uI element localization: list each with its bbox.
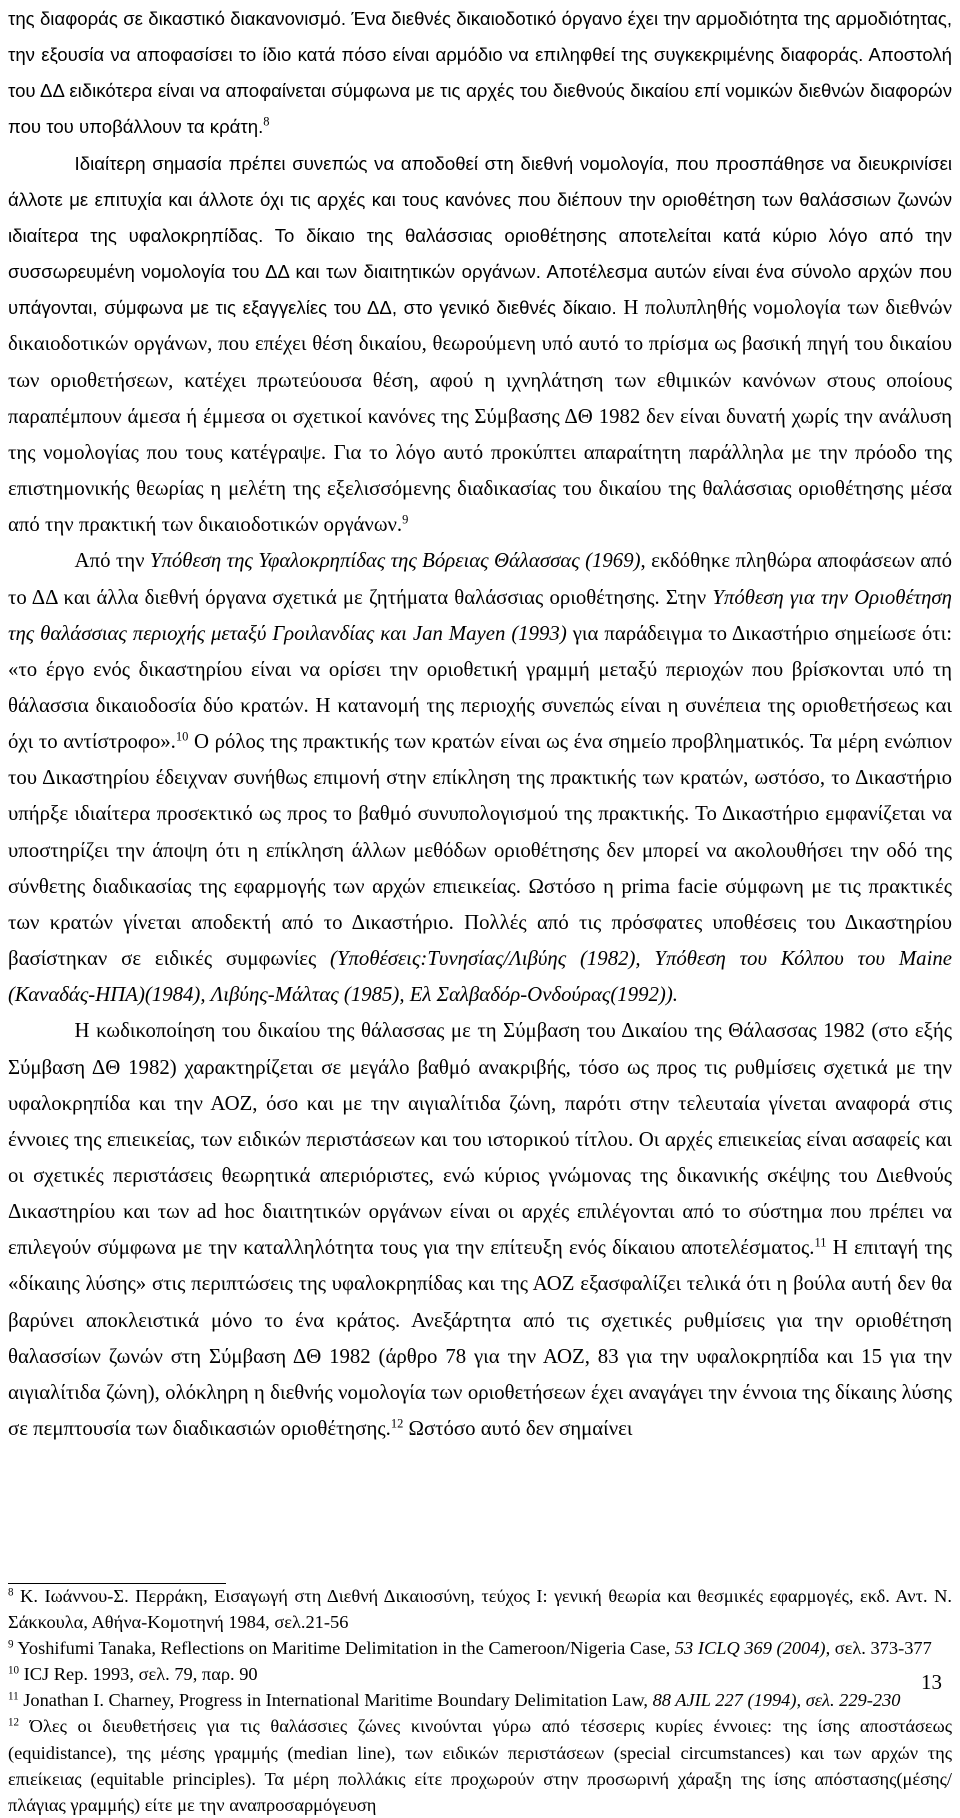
footnote-ref: 12 <box>390 1416 404 1431</box>
paragraph-text: Η επιταγή της «δίκαιης λύσης» στις περιπτώσεις της υφαλοκρηπίδας και της ΑΟΖ εξασφαλίζει τελικά ότι η βούλα αυτή δεν θα βαρύνει αποκλειστικά μόνο το ένα κράτος. Ανεξάρτητα από τις σχετικές ρυθμίσεις για την οριοθέτηση θαλασσίων ζωνών στη Σύμβαση ΔΘ 1982 (άρθρο 78 για την ΑΟΖ, 83 για την υφαλοκρηπίδα και 15 για την αιγιαλίτιδα ζώνη), ολόκληρη η διεθνής νομολογία των οριοθετήσεων έχει αναγάγει την έννοια της δίκαιης λύσης σε πεμπτουσία των διαδικασιών οριοθέτησης. <box>8 1236 953 1441</box>
citation: 53 ICLQ 369 (2004) <box>674 1638 826 1659</box>
footnote-ref: 9 <box>402 512 409 527</box>
footnote <box>8 1661 952 1687</box>
paragraph-3 <box>8 543 952 1013</box>
footnote <box>8 1583 952 1635</box>
paragraph-4 <box>8 1013 952 1447</box>
paragraph-2 <box>8 146 952 544</box>
footnote-ref: 10 <box>175 729 189 744</box>
footnote-text: Κ. Ιωάννου-Σ. Περράκη, Εισαγωγή στη Διεθνή Δικαιοσύνη, τεύχος Ι: γενική θεωρία και θεσμικές εφαρμογές, εκδ. Αντ. Ν. Σάκκουλα, Αθήνα-Κομοτηνή 1984, σελ.21-56 <box>8 1586 952 1633</box>
footnote-text: Όλες οι διευθετήσεις για τις θαλάσσιες ζώνες κινούνται γύρω από τέσσερις κυρίες έννοιες: της ίσης αποστάσεως (equidistance), της μέσης γραμμής (median line), των ειδικών περιστάσεων (special circumstances) και των αρχών της επιείκειας (equitable principles). Τα μέρη πολλάκις είτε προχωρούν στην προσωρινή χάραξη της ίσης απόστασης(μέσης/πλάγιας γραμμής) είτε με την αναπροσαρμόγευση <box>8 1716 952 1815</box>
paragraph-text: Ο ρόλος της πρακτικής των κρατών είναι ως ένα σημείο προβληματικός. Τα μέρη ενώπιον του Δικαστηρίου έδειχναν συνήθως επιμονή στην επίκληση της πρακτικής των κρατών, ωστόσο, το Δικαστήριο υπήρξε ιδιαίτερα προσεκτικό ως προς το βαθμό συνυπολογισμού της πρακτικής. Το Δικαστήριο εμφανίζεται να υποστηρίζει την άποψη ότι η επίκληση άλλων μεθόδων οριοθέτησης δεν μπορεί να ακολουθήσει την οδό της σύνθετης διαδικασίας της εφαρμογής των αρχών επιεικείας. Ωστόσο η prima facie σύμφωνη με τις πρακτικές των κρατών γίνεται αποδεκτή από το Δικαστήριο. Πολλές από τις πρόσφατες υποθέσεις του Δικαστηρίου βασίστηκαν σε ειδικές συμφωνίες <box>8 730 952 971</box>
paragraph-text: Η κωδικοποίηση του δικαίου της θάλασσας με τη Σύμβαση του Δικαίου της Θάλασσας 1982 (στο εξής Σύμβαση ΔΘ 1982) χαρακτηρίζεται σε μεγάλο βαθμό ανακριβής, τόσο ως προς τις ρυθμίσεις σχετικά με την υφαλοκρηπίδα και την ΑΟΖ, όσο και με την αιγιαλίτιδα ζώνη, παρότι στην τελευταία γίνεται αναφορά στις έννοιες της επιεικείας, των ειδικών περιστάσεων και του ιστορικού τίτλου. Οι αρχές επιεικείας είναι ασαφείς και οι σχετικές περιστάσεις θεωρητικά απεριόριστες, ενώ κύριος γνώμονας της δικανικής σκέψης του Διεθνούς Δικαστηρίου και των ad hoc διαιτητικών οργάνων είναι οι αρχές επιλέγονται από το σύστημα που πρέπει να επιλεγούν σύμφωνα με την καταλληλότητα τους για την επίτευξη ενός δίκαιου αποτελέσματος. <box>8 1019 952 1260</box>
case-name: Υπόθεση της Υφαλοκρηπίδας της Βόρειας Θάλασσας (1969) <box>149 549 641 573</box>
footnote-text: Yoshifumi Tanaka, Reflections on Maritime Delimitation in the Cameroon/Nigeria Case, <box>13 1638 675 1659</box>
footnote-ref: 11 <box>814 1235 827 1250</box>
citation: 88 AJIL 227 (1994), σελ. 229-230 <box>652 1690 901 1711</box>
main-text <box>8 1 952 1447</box>
paragraph-text: Από την <box>74 549 150 573</box>
footnote-ref: 8 <box>263 114 270 129</box>
paragraph-text: Ιδιαίτερη σημασία πρέπει συνεπώς να αποδοθεί στη διεθνή νομολογία, που προσπάθησε να διευκρινίσει άλλοτε με επιτυχία και άλλοτε όχι τις αρχές και τους κανόνες που διέπουν την οριοθέτηση των θαλάσσιων ζωνών ιδιαίτερα της υφαλοκρηπίδας. Το δίκαιο της θαλάσσιας οριοθέτησης αποτελείται κατά κύριο λόγο από την συσσωρευμένη νομολογία του ΔΔ και των διαιτητικών οργάνων. Αποτέλεσμα αυτών είναι ένα σύνολο αρχών που υπάγονται, σύμφωνα με τις εξαγγελίες του ΔΔ, στο γενικό διεθνές δίκαιο. <box>8 152 952 319</box>
paragraph-1 <box>8 1 952 146</box>
case-name: Υπόθεση για την Οριοθέτηση της θαλάσσιας περιοχής μεταξύ Γροιλανδίας και Jan Mayen (1993) <box>8 585 952 645</box>
case-list: (Υποθέσεις:Τυνησίας/Λιβύης (1982), Υπόθεση του Κόλπου του Maine (Καναδάς-ΗΠΑ)(1984), Λιβύης-Μάλτας (1985), Ελ Σαλβαδόρ-Ονδούρας(1992)). <box>8 947 952 1007</box>
footnote-number: 10 <box>8 1664 20 1677</box>
paragraph-text: , εκδόθηκε πληθώρα αποφάσεων από το ΔΔ και άλλα διεθνή όργανα σχετικά με ζητήματα θαλάσσιας οριοθέτησης. Στην <box>8 549 952 609</box>
paragraph-text: για παράδειγμα το Δικαστήριο σημείωσε ότι: «το έργο ενός δικαστηρίου είναι να ορίσει την οριοθετική γραμμή μεταξύ περιοχών που βρίσκονται υπό τη θάλασσια δικαιοδοσία δύο κρατών. Η κατανομή της περιοχής συνεπώς είναι η συνέπεια της οριοθετήσεως και όχι το αντίστροφο». <box>8 621 953 754</box>
footnotes <box>8 1583 952 1818</box>
paragraph-text: Η πολυπληθής νομολογία των διεθνών δικαιοδοτικών οργάνων, που επέχει θέση δικαίου, θεωρούμενη υπό αυτό το πρίσμα ως βασική πηγή του δικαίου των οριοθετήσεων, κατέχει πρωτεύουσα θέση, αφού η ιχνηλάτηση των εθιμικών κανόνων στους οποίους παραπέμπουν άμεσα ή έμμεσα οι σχετικοί κανόνες της Σύμβασης ΔΘ 1982 δεν είναι δυνατή χωρίς την ανάλυση της νομολογίας που τους κατέγραψε. Για το λόγο αυτό προκύπτει απαραίτητη παράλληλα με την πρόοδο της επιστημονικής θεωρίας η μελέτη της εξελισσόμενης διαδικασίας του δικαίου της θαλάσσιας οριοθέτησης μέσα από την πρακτική των δικαιοδοτικών οργάνων. <box>8 296 952 537</box>
footnote-number: 9 <box>8 1638 14 1651</box>
footnote <box>8 1713 952 1817</box>
footnote-number: 8 <box>8 1586 14 1599</box>
paragraph-text: Ωστόσο αυτό δεν σημαίνει <box>403 1417 633 1441</box>
footnote-text: ICJ Rep. 1993, σελ. 79, παρ. 90 <box>19 1664 258 1685</box>
footnote-number: 12 <box>8 1716 20 1729</box>
page-number: 13 <box>921 1670 942 1694</box>
footnote-number: 11 <box>8 1690 19 1703</box>
paragraph-text: της διαφοράς σε δικαστικό διακανονισμό. Ένα διεθνές δικαιοδοτικό όργανο έχει την αρμοδιότητα της αρμοδιότητας, την εξουσία να αποφασίσει το ίδιο κατά πόσο είναι αρμόδιο να επιληφθεί της συγκεκριμένης διαφοράς. Αποστολή του ΔΔ ειδικότερα είναι να αποφαίνεται σύμφωνα με τις αρχές του διεθνούς δικαίου επί νομικών διεθνών διαφορών που του υποβάλλουν τα κράτη. <box>8 8 952 138</box>
footnote-text: Jonathan I. Charney, Progress in International Maritime Boundary Delimitation Law, <box>18 1690 653 1711</box>
footnote-text: , σελ. 373-377 <box>825 1638 932 1659</box>
footnote <box>8 1687 952 1713</box>
footnote <box>8 1635 952 1661</box>
